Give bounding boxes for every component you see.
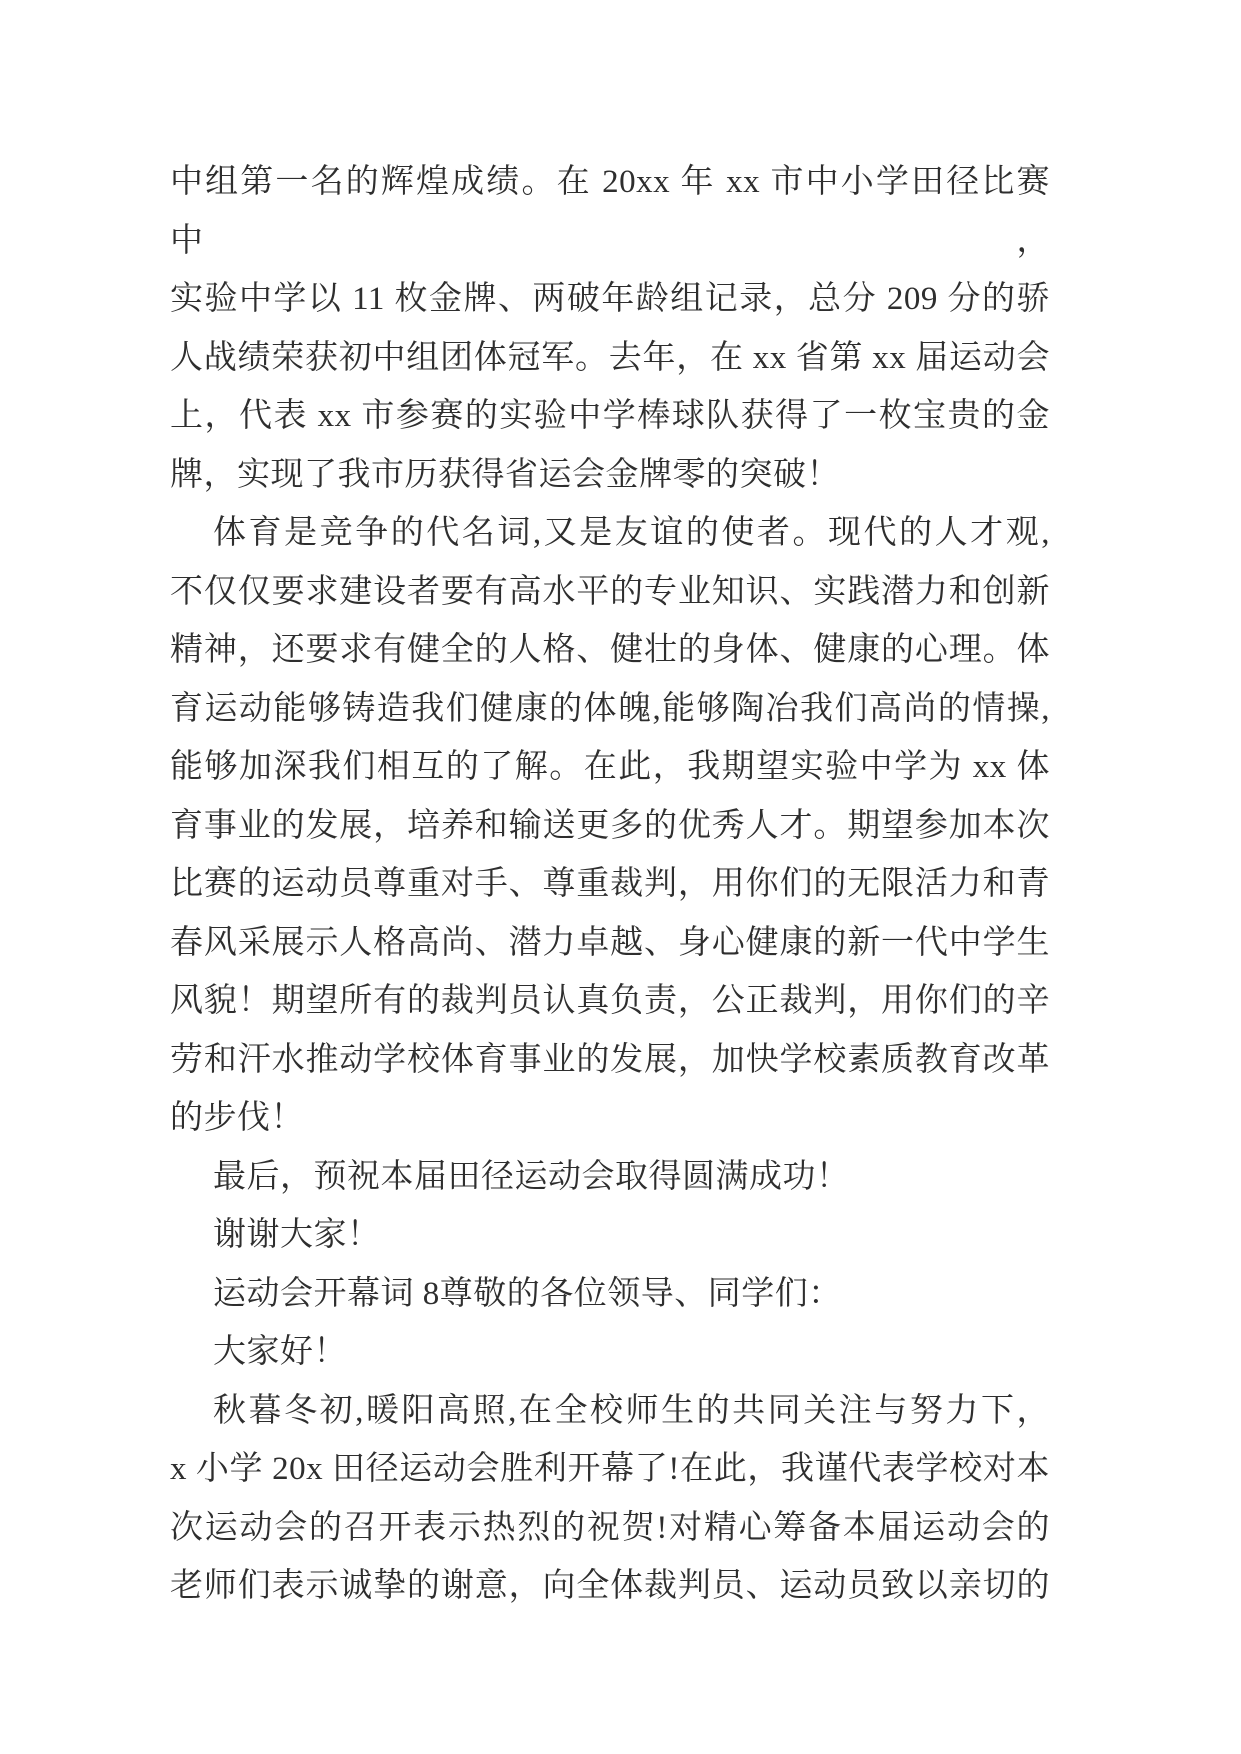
text-line-7: 不仅仅要求建设者要有高水平的专业知识、实践潜力和创新 [170,573,1050,610]
text-line-11: 育事业的发展，培养和输送更多的优秀人才。期望参加本次 [170,807,1050,844]
text-line-6: 体育是竞争的代名词,又是友谊的使者。现代的人才观, [213,515,1050,551]
text-line-1: 中组第一名的辉煌成绩。在 20xx 年 xx 市中小学田径比赛中， [170,164,1050,259]
text-line-14: 风貌！期望所有的裁判员认真负责，公正裁判，用你们的辛 [170,983,1050,1019]
text-line-3: 人战绩荣获初中组团体冠军。去年，在 xx 省第 xx 届运动会 [170,339,1050,376]
text-line-12: 比赛的运动员尊重对手、尊重裁判，用你们的无限活力和青 [170,866,1050,902]
text-line-9: 育运动能够铸造我们健康的体魄,能够陶冶我们高尚的情操, [170,690,1050,727]
text-line-15: 劳和汗水推动学校体育事业的发展，加快学校素质教育改革 [170,1041,1050,1078]
text-line-24: 老师们表示诚挚的谢意，向全体裁判员、运动员致以亲切的 [170,1568,1050,1604]
text-line-5: 牌，实现了我市历获得省运会金牌零的突破！ [170,456,840,493]
text-line-21: 秋暮冬初,暖阳高照,在全校师生的共同关注与努力下， [213,1392,1050,1429]
text-line-16: 的步伐！ [170,1100,304,1136]
text-line-22: x 小学 20x 田径运动会胜利开幕了!在此，我谨代表学校对本 [170,1451,1050,1487]
text-line-2: 实验中学以 11 枚金牌、两破年龄组记录，总分 209 分的骄 [170,281,1050,317]
text-line-20: 大家好！ [213,1334,347,1370]
text-line-13: 春风采展示人格高尚、潜力卓越、身心健康的新一代中学生 [170,924,1050,961]
text-line-4: 上，代表 xx 市参赛的实验中学棒球队获得了一枚宝贵的金 [170,398,1050,434]
text-line-19: 运动会开幕词 8尊敬的各位领导、同学们： [213,1275,842,1312]
text-line-8: 精神，还要求有健全的人格、健壮的身体、健康的心理。体 [170,632,1050,668]
text-line-23: 次运动会的召开表示热烈的祝贺!对精心筹备本届运动会的 [170,1509,1050,1546]
text-line-18: 谢谢大家！ [213,1217,381,1253]
text-line-10: 能够加深我们相互的了解。在此，我期望实验中学为 xx 体 [170,749,1050,785]
text-line-17: 最后，预祝本届田径运动会取得圆满成功！ [213,1158,850,1195]
document-text-block [170,153,1050,1616]
